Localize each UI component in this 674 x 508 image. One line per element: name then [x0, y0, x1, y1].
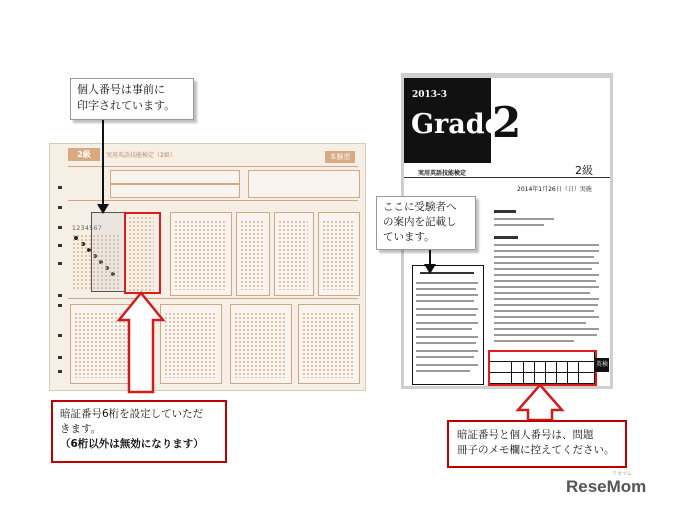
sheet-title: 実用英語技能検定（2級） [106, 152, 176, 159]
eiken-badge: 英検 [595, 358, 609, 372]
callout-record-numbers: 暗証番号と個人番号は、問題 冊子のメモ欄に控えてください。 [447, 420, 627, 468]
booklet-year: 2013-3 [412, 90, 448, 100]
booklet-grade-number: 2 [492, 98, 522, 147]
corner-tag: 本験票 [325, 151, 355, 163]
pin-entry-area-highlight [124, 212, 161, 294]
resemom-logo: ReseMom [566, 477, 647, 496]
booklet-exam-date: 2014年1月26日（日）実施 [517, 186, 592, 193]
logo-kana: リセマム [612, 471, 632, 477]
booklet-exam-name: 実用英語技能検定 [418, 170, 467, 177]
red-up-arrow-right [518, 385, 562, 420]
callout-set-pin: 暗証番号6桁を設定していただ きます。 （6桁以外は無効になります） [51, 400, 227, 463]
booklet-grade-word: Grade [411, 109, 502, 140]
callout-notice-location: ここに受験者へ の案内を記載し ています。 [376, 196, 476, 250]
callout-printed-number: 個人番号は事前に 印字されています。 [70, 78, 194, 120]
booklet-kyu: 2級 [575, 164, 593, 177]
printed-digits: 1234567 [72, 225, 103, 232]
grade-tag: 2級 [68, 148, 100, 161]
printed-number-area [91, 212, 125, 292]
memo-field-highlight [488, 350, 597, 386]
